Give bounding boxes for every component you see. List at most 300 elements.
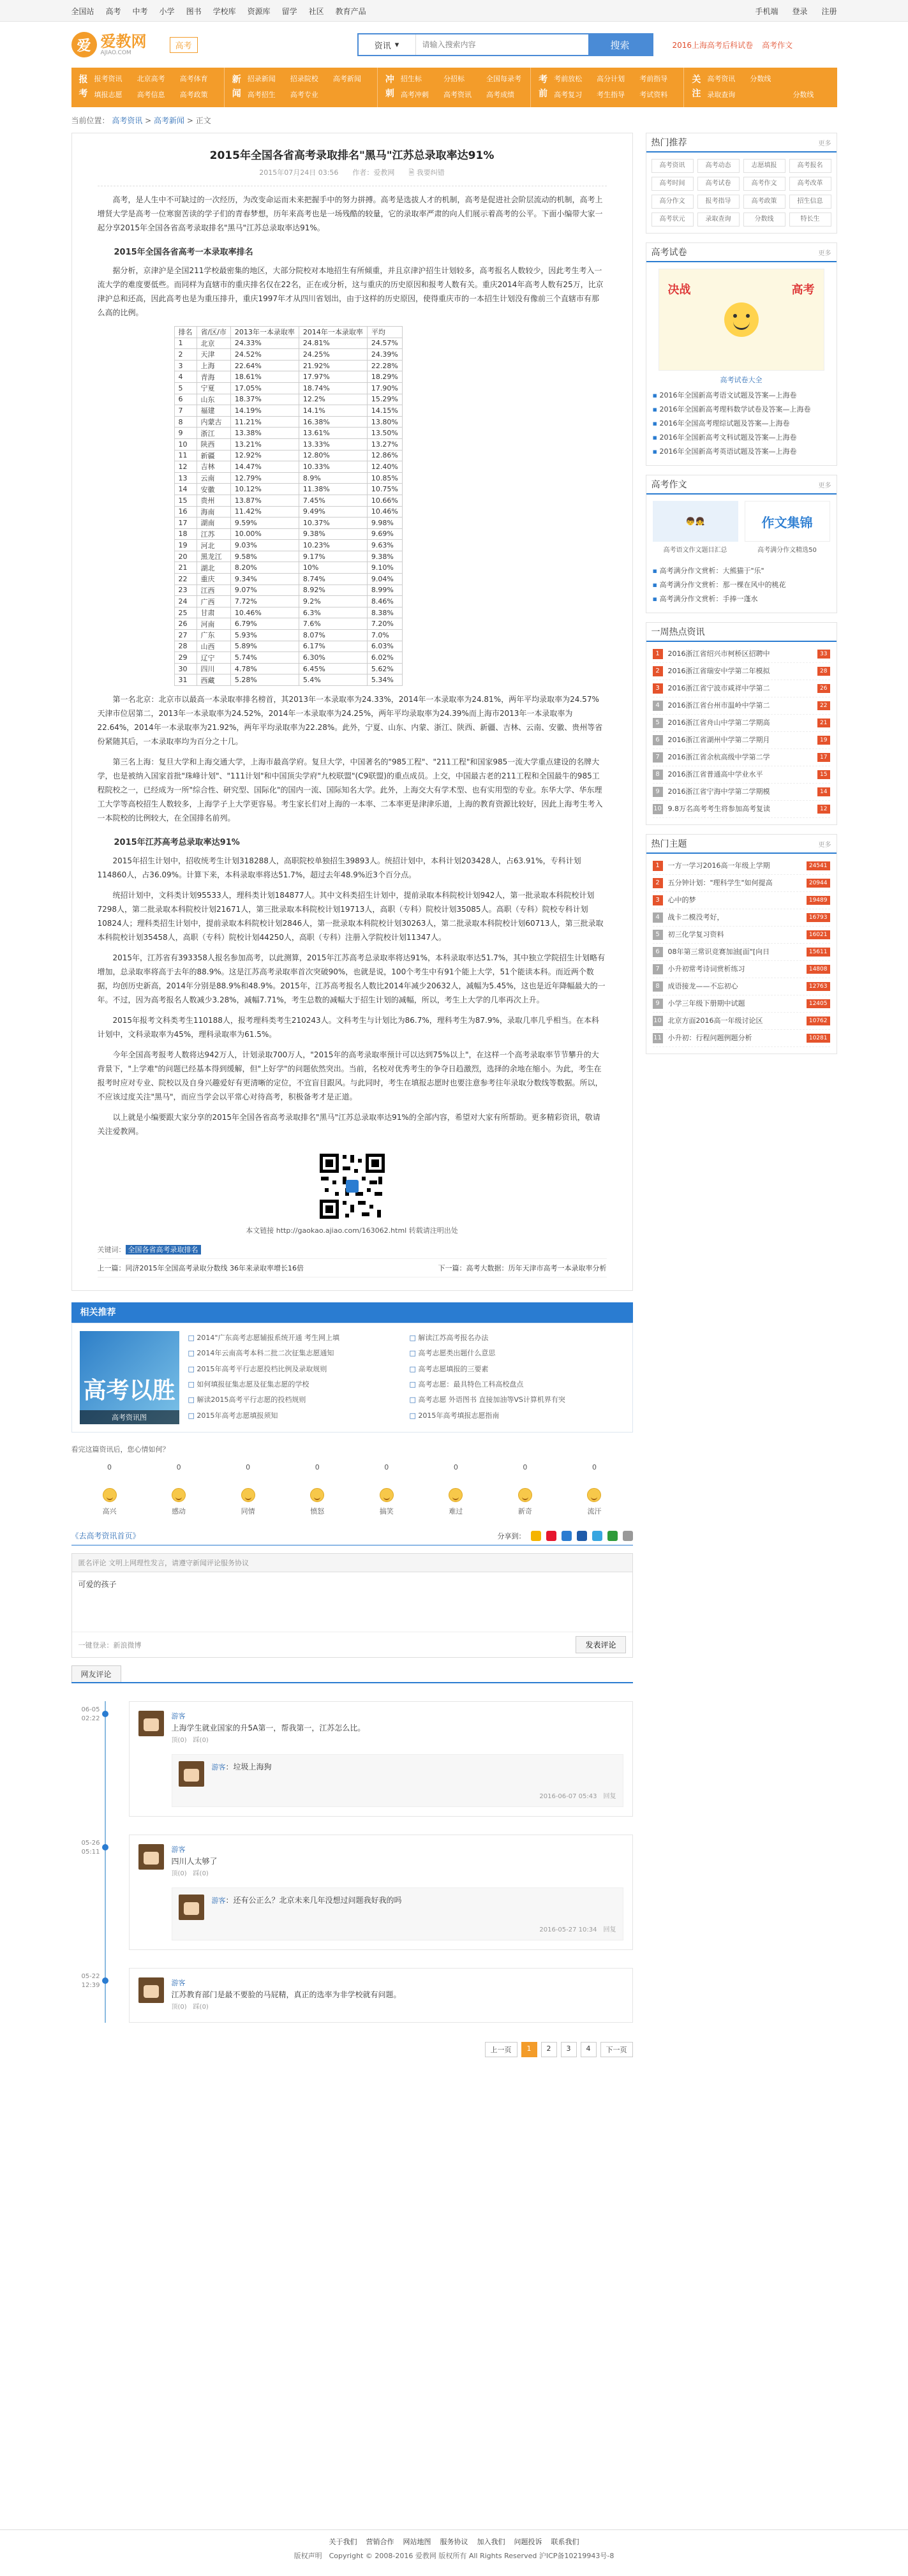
table-cell: 青海	[197, 371, 230, 383]
comment-date: 06-05 02:22	[81, 1706, 100, 1722]
hot-topic-item[interactable]	[653, 927, 830, 944]
rank-item[interactable]	[653, 680, 830, 697]
article-paragraph: 今年全国高考报考人数将达942万人，计划录取700万人，"2015年的高考录取率预计可以达到75%以上"，在这样一个高考录取率节节攀升的大背景下，"上学难"的问题已经基本得到缓解，但"上好学"的问题依然突出。当前，名校对优秀考生的争夺日趋激烈，选择的余地在缩小。为此，考生在报考时应对专业、院校以及自身兴趣爱好有更清晰的定位，不宜盲目跟风。与此同时，考生在填报志愿时也要注意参考往年录取分数线等数据。所以，不应该过度关注"黑马"，而应当学会以平常心对待高考，积极备考才是正道。	[97, 1050, 603, 1101]
hot-tag[interactable]: 高考状元	[651, 212, 694, 227]
next-article-link[interactable]: 下一篇：高考大数据：历年天津市高考一本录取率分析	[438, 1264, 607, 1272]
rank-item[interactable]	[653, 801, 830, 818]
avatar[interactable]	[179, 1761, 204, 1787]
table-cell: 江苏	[197, 528, 230, 540]
table-header-cell: 省/区/市	[197, 327, 230, 338]
nav-group	[531, 68, 684, 107]
register-link[interactable]: 注册	[821, 6, 837, 16]
nav-item[interactable]	[750, 89, 789, 102]
table-row	[174, 540, 402, 551]
nav-item[interactable]: 高考新闻	[332, 75, 361, 83]
breadcrumb: 当前位置： 高考资讯 > 高考新闻 > 正文	[71, 116, 211, 125]
hot-topic-item[interactable]	[653, 1030, 830, 1047]
search-button[interactable]: 搜索	[588, 34, 652, 55]
table-cell: 9.03%	[230, 540, 299, 551]
nav-item[interactable]: 高考政策	[179, 91, 208, 99]
table-cell: 7.20%	[367, 618, 402, 630]
mood-count: 0	[453, 1463, 458, 1471]
topnav-item[interactable]: 小学	[159, 6, 175, 16]
share-qzone-icon[interactable]	[531, 1531, 541, 1541]
mood-option[interactable]	[506, 1463, 544, 1516]
essay-card[interactable]	[653, 501, 738, 554]
share-bar	[71, 1530, 633, 1545]
rank-number: 8	[653, 770, 663, 780]
page-button[interactable]: 1	[521, 2042, 537, 2057]
rank-item[interactable]	[653, 784, 830, 801]
table-cell: 8.07%	[299, 630, 367, 641]
nav-item[interactable]	[333, 89, 372, 102]
essay-link[interactable]: ▪ 高考满分作文赏析：手捧一蓬水	[653, 592, 830, 606]
comment-body	[138, 1844, 623, 1880]
exam-link[interactable]: ▪ 2016年全国新高考语文试题及答案—上海卷	[653, 389, 830, 403]
table-cell: 13	[174, 472, 197, 484]
exam-link[interactable]: ▪ 2016年全国高考理综试题及答案—上海卷	[653, 417, 830, 431]
rank-item[interactable]	[653, 697, 830, 715]
related-link[interactable]: □ 2015年高考填报志愿指南	[410, 1409, 625, 1424]
table-cell: 5.4%	[299, 674, 367, 686]
table-cell: 9.17%	[299, 551, 367, 562]
hot-topic-count: 16793	[807, 913, 830, 922]
table-cell: 9.10%	[367, 562, 402, 574]
table-cell: 10.37%	[299, 517, 367, 529]
related-image[interactable]	[80, 1331, 179, 1424]
avatar[interactable]	[138, 1977, 164, 2003]
rank-number: 8	[653, 981, 663, 992]
table-cell: 9.49%	[299, 506, 367, 517]
table-cell: 4	[174, 371, 197, 383]
page-button[interactable]: 2	[541, 2042, 557, 2057]
table-cell: 2	[174, 349, 197, 361]
table-cell: 内蒙古	[197, 416, 230, 428]
mood-count: 0	[176, 1463, 181, 1471]
table-cell: 10.23%	[299, 540, 367, 551]
hot-topic-count: 14808	[807, 965, 830, 974]
hot-tag[interactable]: 高分作文	[651, 195, 694, 209]
avatar[interactable]	[138, 1711, 164, 1736]
table-cell: 北京	[197, 338, 230, 349]
exam-papers-title: 高考试卷	[651, 248, 687, 258]
mood-prompt: 看完这篇资讯后，您心情如何？	[71, 1445, 170, 1454]
nav-item[interactable]: 分数线	[750, 75, 771, 83]
table-cell: 吉林	[197, 461, 230, 473]
table-cell: 山西	[197, 641, 230, 652]
nav-item[interactable]: 报考资讯	[94, 75, 123, 83]
nav-item[interactable]: 招录院校	[290, 75, 318, 83]
related-link[interactable]: □ 2015年高考志愿填报须知	[188, 1409, 403, 1424]
table-cell: 8.74%	[299, 574, 367, 585]
hot-tag[interactable]: 高考政策	[743, 195, 785, 209]
comment-item	[81, 1701, 633, 1817]
table-cell: 13.27%	[367, 438, 402, 450]
nav-item[interactable]: 招生标	[400, 75, 422, 83]
hot-tag[interactable]: 高考改革	[789, 177, 831, 191]
quick-login-label[interactable]: 一键登录：新浪微博	[78, 1641, 142, 1649]
share-label: 分享到：	[497, 1531, 526, 1540]
channel-badge[interactable]: 高考	[170, 37, 198, 53]
rank-item[interactable]	[653, 715, 830, 732]
avatar[interactable]	[179, 1895, 204, 1920]
breadcrumb-item[interactable]: 高考新闻	[154, 116, 185, 125]
topnav-item[interactable]: 资源库	[247, 6, 271, 16]
nav-item[interactable]: 高考体育	[179, 75, 208, 83]
essay-box	[646, 475, 837, 613]
top-nav	[71, 6, 366, 17]
essay-card-caption: 高考语文作文题目汇总	[663, 547, 727, 554]
table-cell: 8	[174, 416, 197, 428]
hot-tag[interactable]: 报考指导	[697, 195, 740, 209]
submit-comment-button[interactable]: 发表评论	[576, 1636, 625, 1653]
mood-option[interactable]	[91, 1463, 129, 1516]
related-link[interactable]: □ 高考志愿 外语图书 直接加油等VS计算机界有突	[410, 1393, 625, 1408]
hot-tag[interactable]: 录取查询	[697, 212, 740, 227]
footer-link[interactable]: 关于我们	[329, 2538, 357, 2546]
nav-group	[378, 68, 531, 107]
hot-topic-item[interactable]	[653, 995, 830, 1013]
table-row	[174, 461, 402, 473]
header-link[interactable]: 高考作文	[762, 40, 793, 50]
table-row	[174, 382, 402, 394]
related-link[interactable]: □ 2014"广东高考志愿辅报系统开通 考生网上填	[188, 1331, 403, 1346]
related-link[interactable]: □ 高考志愿填报的三要素	[410, 1362, 625, 1378]
back-to-news-link[interactable]: 《去高考资讯首页》	[71, 1531, 140, 1540]
ranking-table	[174, 326, 403, 686]
exam-link[interactable]: ▪ 2016年全国新高考文科试题及答案—上海卷	[653, 431, 830, 445]
hot-topic-count: 16021	[807, 930, 830, 939]
comment-item	[81, 1968, 633, 2023]
table-cell: 17	[174, 517, 197, 529]
search-type-select[interactable]	[359, 34, 416, 55]
more-link[interactable]: 更多	[818, 482, 831, 489]
table-cell: 14.1%	[299, 405, 367, 417]
hot-topic-title: 一方一学习2016高一年级上学期	[667, 861, 770, 870]
prev-page-button[interactable]: 上一页	[485, 2042, 517, 2057]
reply-text-block	[212, 1761, 272, 1787]
table-cell: 6.17%	[299, 641, 367, 652]
mood-count: 0	[384, 1463, 389, 1471]
keyword-tag[interactable]: 全国各省高考录取排名	[126, 1245, 201, 1254]
nav-group	[684, 68, 837, 107]
footer-link[interactable]: 加入我们	[477, 2538, 505, 2546]
article-paragraph: 2015年报考文科类考生110188人，报考理科类考生210243人。文科考生与计划比为86.7%，理科考生为87.9%，录取几率几乎相当。在本科计划中，文科录取率为45%，理科录取率为61.5%。	[97, 1016, 599, 1039]
hot-topic-item[interactable]	[653, 909, 830, 927]
footer	[0, 2529, 908, 2561]
page-button[interactable]: 3	[561, 2042, 577, 2057]
rank-count: 26	[817, 684, 830, 693]
hot-topic-item[interactable]	[653, 1013, 830, 1030]
nav-item[interactable]	[793, 73, 831, 86]
exam-banner-caption[interactable]: 高考试卷大全	[720, 376, 763, 384]
footer-link[interactable]: 问题投诉	[514, 2538, 542, 2546]
rank-title: 2016浙江省宁海中学第二学期模	[667, 787, 770, 796]
table-cell: 22.28%	[367, 360, 402, 371]
table-row	[174, 663, 402, 674]
mood-label: 同情	[241, 1507, 255, 1515]
header	[0, 22, 908, 68]
nav-item[interactable]: 考前放松	[554, 75, 583, 83]
related-link[interactable]: □ 解读2015高考平行志愿的投档规则	[188, 1393, 403, 1408]
table-row	[174, 584, 402, 596]
nav-item[interactable]: 高考资讯	[707, 75, 736, 83]
share-more-icon[interactable]	[623, 1531, 633, 1541]
topnav-item[interactable]: 教育产品	[335, 6, 366, 16]
hot-tag[interactable]: 招生信息	[789, 195, 831, 209]
related-link[interactable]: □ 2015年高考平行志愿投档比例及录取规则	[188, 1362, 403, 1378]
comment-vote-actions[interactable]: 顶(0) 踩(0)	[171, 2004, 209, 2011]
table-row	[174, 641, 402, 652]
table-cell: 18.29%	[367, 371, 402, 383]
table-cell: 5	[174, 382, 197, 394]
comment-textarea[interactable]	[72, 1572, 632, 1630]
topnav-item[interactable]: 学校库	[212, 6, 236, 16]
hot-topic-title: 心中的梦	[667, 896, 696, 904]
topnav-item[interactable]: 图书	[186, 6, 202, 16]
hot-topic-count: 15611	[807, 948, 830, 957]
header-links	[673, 40, 793, 50]
footer-link[interactable]: 网站地图	[403, 2538, 431, 2546]
hot-tag[interactable]: 志愿填报	[743, 159, 785, 173]
table-cell: 安徽	[197, 484, 230, 495]
mood-option[interactable]	[575, 1463, 613, 1516]
hot-topic-item[interactable]	[653, 858, 830, 875]
share-weibo-icon[interactable]	[546, 1531, 556, 1541]
table-cell: 29	[174, 652, 197, 664]
reply-username[interactable]: 游客	[211, 1896, 226, 1905]
table-row	[174, 506, 402, 517]
table-cell: 9.63%	[367, 540, 402, 551]
article-paragraph: 第一名北京：北京市以最高一本录取率排名榜首，其2013年一本录取率为24.33%，2014年一本录取率为24.81%，两年平均录取率为24.57%天津市位居第二，2013年一本录取率为24.52%，2014年一本录取率为24.25%，两年平均录取率为24.39%而上海市2013年一本录取率为22.64%，2014年一本录取率为21.92%，两年平均录取率为22.28%。此外，宁夏、山东、内蒙、浙江、陕西、新疆、吉林、云南、安徽、贵州等省份紧随其后，一本录取率均为百分之十几。	[97, 695, 603, 746]
exam-banner-image[interactable]	[659, 269, 824, 371]
table-cell: 18.74%	[299, 382, 367, 394]
table-cell: 10.66%	[367, 495, 402, 506]
footer-link[interactable]: 营销合作	[366, 2538, 394, 2546]
nav-item[interactable]: 北京高考	[137, 75, 165, 83]
more-link[interactable]: 更多	[818, 140, 831, 147]
comment-username[interactable]: 游客	[171, 1712, 186, 1720]
table-row	[174, 416, 402, 428]
page-button[interactable]: 4	[581, 2042, 597, 2057]
mood-face-icon	[587, 1488, 601, 1502]
share-renren-icon[interactable]	[577, 1531, 587, 1541]
table-row	[174, 618, 402, 630]
table-cell: 7.0%	[367, 630, 402, 641]
hot-topic-title: 初三化学复习资料	[667, 930, 724, 939]
table-cell: 26	[174, 618, 197, 630]
table-cell: 9.59%	[230, 517, 299, 529]
hot-topic-count: 12763	[807, 982, 830, 991]
hot-topic-item[interactable]	[653, 875, 830, 892]
comment-vote-actions[interactable]: 顶(0) 踩(0)	[171, 1870, 209, 1877]
share-tencent-icon[interactable]	[592, 1531, 602, 1541]
nav-item[interactable]: 高考信息	[137, 91, 165, 99]
comment-vote-actions[interactable]: 顶(0) 踩(0)	[171, 1737, 209, 1744]
table-cell: 11.42%	[230, 506, 299, 517]
top-bar	[0, 0, 908, 22]
tab-user-comments[interactable]: 网友评论	[71, 1665, 121, 1682]
rank-count: 19	[817, 736, 830, 745]
essay-collection-image: 作文集锦	[745, 501, 830, 542]
nav-item[interactable]: 高考成绩	[486, 91, 515, 99]
nav-item[interactable]: 分数线	[793, 91, 814, 99]
mood-face-icon	[103, 1488, 117, 1502]
mobile-link[interactable]: 手机端	[755, 6, 778, 16]
table-cell: 6.02%	[367, 652, 402, 664]
table-row	[174, 428, 402, 439]
nav-item[interactable]: 高考专业	[290, 91, 318, 99]
hot-tag[interactable]: 高考资讯	[651, 159, 694, 173]
nav-item[interactable]: 高考资讯	[443, 91, 472, 99]
topnav-item[interactable]: 全国站	[71, 6, 94, 16]
table-cell: 17.97%	[299, 371, 367, 383]
related-link[interactable]: □ 如何填报征集志愿及征集志愿的学校	[188, 1378, 403, 1393]
mood-label: 难过	[449, 1507, 463, 1515]
topnav-item[interactable]: 留学	[281, 6, 297, 16]
footer-link[interactable]: 服务协议	[440, 2538, 468, 2546]
footer-link[interactable]: 联系我们	[551, 2538, 579, 2546]
hot-tag[interactable]: 特长生	[789, 212, 831, 227]
nav-item[interactable]: 高分计划	[597, 75, 625, 83]
related-link[interactable]: □ 高考志愿类出题什么意思	[410, 1346, 625, 1362]
students-image: 👦👧	[653, 501, 738, 542]
mood-option[interactable]	[368, 1463, 406, 1516]
table-cell: 21.92%	[299, 360, 367, 371]
share-qq-icon[interactable]	[562, 1531, 572, 1541]
hot-tag[interactable]: 分数线	[743, 212, 785, 227]
nav-group-head: 考前	[539, 75, 548, 99]
table-cell: 24.33%	[230, 338, 299, 349]
essay-card[interactable]	[745, 501, 830, 554]
table-row	[174, 484, 402, 495]
related-image-text: 高考以胜	[83, 1378, 175, 1404]
topnav-item[interactable]: 高考	[105, 6, 121, 16]
comment-username[interactable]: 游客	[171, 1845, 186, 1854]
mood-face-icon	[518, 1488, 532, 1502]
nav-group-head: 报考	[78, 75, 88, 99]
table-cell: 17.05%	[230, 382, 299, 394]
essay-link[interactable]: ▪ 高考满分作文赏析：那一棵在风中的桃花	[653, 578, 830, 592]
hot-topic-item[interactable]	[653, 978, 830, 995]
topnav-item[interactable]: 中考	[132, 6, 148, 16]
hot-topic-title: 成语接龙——不忘初心	[667, 982, 738, 990]
mood-option[interactable]	[436, 1463, 475, 1516]
nav-item[interactable]: 考生指导	[597, 91, 625, 99]
next-page-button[interactable]: 下一页	[600, 2042, 633, 2057]
table-cell: 11.21%	[230, 416, 299, 428]
essay-link[interactable]: ▪ 高考满分作文赏析：大熊猫于"乐"	[653, 564, 830, 578]
hot-tag[interactable]: 高考报名	[789, 159, 831, 173]
nav-item[interactable]: 考试资料	[639, 91, 668, 99]
related-list	[188, 1331, 625, 1424]
related-link[interactable]: □ 解读江苏高考报名办法	[410, 1331, 625, 1346]
nav-item[interactable]: 分招标	[443, 75, 465, 83]
nav-item[interactable]: 考前指导	[639, 75, 668, 83]
exam-link[interactable]: ▪ 2016年全国新高考英语试题及答案—上海卷	[653, 445, 830, 459]
reply-username[interactable]: 游客	[211, 1763, 226, 1771]
mood-option[interactable]	[229, 1463, 267, 1516]
mood-option[interactable]	[298, 1463, 336, 1516]
related-link[interactable]: □ 高考志愿：最具特色工科高校盘点	[410, 1378, 625, 1393]
hot-topic-count: 20944	[807, 879, 830, 888]
more-link[interactable]: 更多	[818, 249, 831, 257]
weekly-hot-list	[646, 642, 837, 824]
table-cell: 7	[174, 405, 197, 417]
header-link[interactable]: 2016上海高考后科试卷	[672, 40, 754, 50]
mood-label: 高兴	[102, 1507, 117, 1515]
rank-count: 28	[817, 667, 830, 676]
nav-item[interactable]: 高考招生	[247, 91, 276, 99]
nav-item[interactable]: 高考复习	[554, 91, 583, 99]
avatar[interactable]	[138, 1844, 164, 1870]
table-cell: 广东	[197, 630, 230, 641]
table-row	[174, 517, 402, 529]
rank-item[interactable]	[653, 766, 830, 784]
rank-item[interactable]	[653, 732, 830, 749]
footer-links	[0, 2536, 908, 2547]
table-cell: 7.6%	[299, 618, 367, 630]
comment-text: 四川人太够了	[171, 1857, 218, 1866]
hot-topic-item[interactable]	[653, 961, 830, 978]
hot-tag[interactable]: 高考动态	[697, 159, 740, 173]
nav-item[interactable]: 高考冲刺	[400, 91, 429, 99]
table-cell: 22	[174, 574, 197, 585]
rank-number: 5	[653, 718, 663, 728]
search-input[interactable]	[416, 34, 588, 55]
nav-item[interactable]: 全国每录考	[486, 75, 522, 83]
table-cell: 9	[174, 428, 197, 439]
smile-face-icon	[724, 302, 759, 337]
table-cell: 云南	[197, 472, 230, 484]
timeline-dot	[102, 1711, 108, 1717]
login-link[interactable]: 登录	[792, 6, 808, 16]
timeline-dot	[102, 1977, 108, 1984]
article-paragraph: 第三名上海：复旦大学和上海交通大学，上海市最高学府。复旦大学，中国著名的"985工程"、"211工程"和国家985一流大学重点建设的名牌大学，也是被纳入国家首批"珠峰计划"、"111计划"和中国顶尖学府"九校联盟"(C9联盟)的重点成员。上交，中国最古老的211工程和全国最牛的985工程院校之一，已经成为一所"综合性、研究型、国际化"的国内一流、国际知名大学。此外，上海交大有学术型、也有实用型的专业。东华大学、华东理工大学等高校招生人数较多，上海学子上大学更容易。考生家长们对上海的一本率、二本率更是津津乐道，上海的教育资源比较好，因此上海考生考入一本院校的比例较大，在全国排名前列。	[97, 757, 603, 823]
hot-tag[interactable]: 高考试卷	[697, 177, 740, 191]
rank-item[interactable]	[653, 646, 830, 663]
rank-item[interactable]	[653, 749, 830, 766]
exam-list	[646, 385, 837, 465]
table-cell: 7.72%	[230, 596, 299, 607]
breadcrumb-item[interactable]: 高考资讯	[112, 116, 143, 125]
hot-tag[interactable]: 高考作文	[743, 177, 785, 191]
related-link[interactable]: □ 2014年云南高考本科二批二次征集志愿通知	[188, 1346, 403, 1362]
more-link[interactable]: 更多	[818, 841, 831, 849]
hot-topic-item[interactable]	[653, 944, 830, 961]
mood-option[interactable]	[160, 1463, 198, 1516]
nav-item[interactable]: 录取查询	[707, 91, 736, 99]
comment-username[interactable]: 游客	[171, 1979, 186, 1987]
table-cell: 4.78%	[230, 663, 299, 674]
mood-count: 0	[592, 1463, 597, 1471]
table-cell: 西藏	[197, 674, 230, 686]
topnav-item[interactable]: 社区	[308, 6, 324, 16]
hot-topic-item[interactable]	[653, 892, 830, 909]
prev-article-link[interactable]: 上一篇：同济2015年全国高考录取分数线 36年来录取率增长16倍	[97, 1264, 304, 1272]
exam-link[interactable]: ▪ 2016年全国新高考理科数学试卷及答案—上海卷	[653, 403, 830, 417]
site-logo[interactable]	[71, 29, 167, 60]
rank-item[interactable]	[653, 663, 830, 680]
table-row	[174, 596, 402, 607]
nav-item[interactable]: 招录新闻	[247, 75, 276, 83]
share-douban-icon[interactable]	[607, 1531, 618, 1541]
pagination	[71, 2042, 633, 2057]
table-cell: 9.38%	[299, 528, 367, 540]
breadcrumb-current: 正文	[195, 116, 211, 125]
hot-tag[interactable]: 高考时间	[651, 177, 694, 191]
nav-item[interactable]: 填报志愿	[94, 91, 123, 99]
